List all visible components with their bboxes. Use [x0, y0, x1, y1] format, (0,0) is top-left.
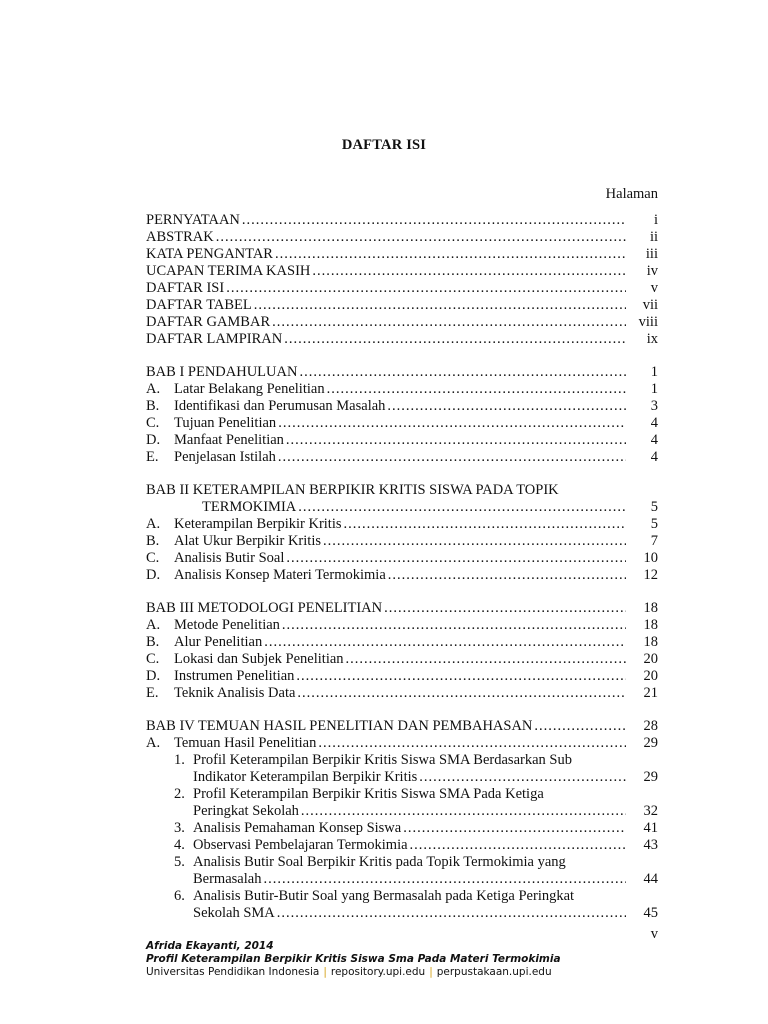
toc-entry: DAFTAR LAMPIRAN ..... ix — [146, 331, 658, 348]
toc-entry: B. Alur Penelitian ..... 18 — [146, 634, 658, 651]
chapter-heading: BAB III METODOLOGI PENELITIAN ..... 18 — [146, 600, 658, 617]
toc-entry: B. Identifikasi dan Perumusan Masalah ..... 3 — [146, 398, 658, 415]
toc-entry: C. Analisis Butir Soal ..... 10 — [146, 550, 658, 567]
toc-entry: A. Keterampilan Berpikir Kritis ..... 5 — [146, 516, 658, 533]
toc-entry: DAFTAR TABEL ..... vii — [146, 297, 658, 314]
toc-entry: C. Tujuan Penelitian ..... 4 — [146, 415, 658, 432]
toc-subentry: 1. Profil Keterampilan Berpikir Kritis Siswa SMA Berdasarkan Sub — [174, 752, 572, 768]
footer-separator: | — [323, 966, 327, 978]
footer-affiliation — [146, 966, 561, 979]
chapter-heading: BAB IV TEMUAN HASIL PENELITIAN DAN PEMBAHASAN ..... 28 — [146, 718, 658, 735]
footer-subtitle: Profil Keterampilan Berpikir Kritis Siswa Sma Pada Materi Termokimia — [146, 953, 561, 965]
toc-subentry: 2. Profil Keterampilan Berpikir Kritis Siswa SMA Pada Ketiga — [174, 786, 544, 802]
chapter-heading: BAB I PENDAHULUAN ..... 1 — [146, 364, 658, 381]
page-number: v — [650, 926, 658, 942]
toc-subentry-continued: Sekolah SMA ..... 45 — [146, 905, 658, 922]
chapter-heading-continued: TERMOKIMIA ..... 5 — [146, 499, 658, 516]
toc-entry: KATA PENGANTAR ..... iii — [146, 246, 658, 263]
toc-entry: PERNYATAAN ..... i — [146, 212, 658, 229]
toc-subentry-continued: Bermasalah ..... 44 — [146, 871, 658, 888]
toc-entry: ABSTRAK ..... ii — [146, 229, 658, 246]
toc-entry: A. Latar Belakang Penelitian ..... 1 — [146, 381, 658, 398]
toc-entry: DAFTAR ISI ..... v — [146, 280, 658, 297]
toc-subentry-continued: Peringkat Sekolah ..... 32 — [146, 803, 658, 820]
toc-subentry: 6. Analisis Butir-Butir Soal yang Bermasalah pada Ketiga Peringkat — [174, 888, 575, 904]
footer-separator: | — [429, 966, 433, 978]
footer-author: Afrida Ekayanti, 2014 — [146, 940, 274, 952]
table-of-contents — [146, 212, 658, 922]
toc-entry: DAFTAR GAMBAR ..... viii — [146, 314, 658, 331]
footer-university: Universitas Pendidikan Indonesia — [146, 966, 320, 978]
toc-entry: C. Lokasi dan Subjek Penelitian ..... 20 — [146, 651, 658, 668]
toc-subentry-continued: Indikator Keterampilan Berpikir Kritis ..... 29 — [146, 769, 658, 786]
toc-entry: UCAPAN TERIMA KASIH ..... iv — [146, 263, 658, 280]
footer-repository-link[interactable]: repository.upi.edu — [330, 966, 426, 978]
toc-entry: D. Instrumen Penelitian ..... 20 — [146, 668, 658, 685]
toc-entry: A. Temuan Hasil Penelitian ..... 29 — [146, 735, 658, 752]
toc-entry: D. Manfaat Penelitian ..... 4 — [146, 432, 658, 449]
toc-entry: E. Teknik Analisis Data ..... 21 — [146, 685, 658, 702]
toc-subentry: 4. Observasi Pembelajaran Termokimia ..... 43 — [146, 837, 658, 854]
toc-entry: D. Analisis Konsep Materi Termokimia ..... 12 — [146, 567, 658, 584]
footer — [146, 940, 561, 979]
toc-subentry: 3. Analisis Pemahaman Konsep Siswa ..... 41 — [146, 820, 658, 837]
footer-library-link[interactable]: perpustakaan.upi.edu — [436, 966, 552, 978]
toc-entry: B. Alat Ukur Berpikir Kritis ..... 7 — [146, 533, 658, 550]
toc-entry: E. Penjelasan Istilah ..... 4 — [146, 449, 658, 466]
toc-entry: A. Metode Penelitian ..... 18 — [146, 617, 658, 634]
halaman-label: Halaman — [605, 186, 658, 202]
page-title: DAFTAR ISI — [341, 137, 427, 153]
chapter-heading: BAB II KETERAMPILAN BERPIKIR KRITIS SISWA PADA TOPIK — [146, 482, 559, 498]
toc-subentry: 5. Analisis Butir Soal Berpikir Kritis pada Topik Termokimia yang — [174, 854, 566, 870]
